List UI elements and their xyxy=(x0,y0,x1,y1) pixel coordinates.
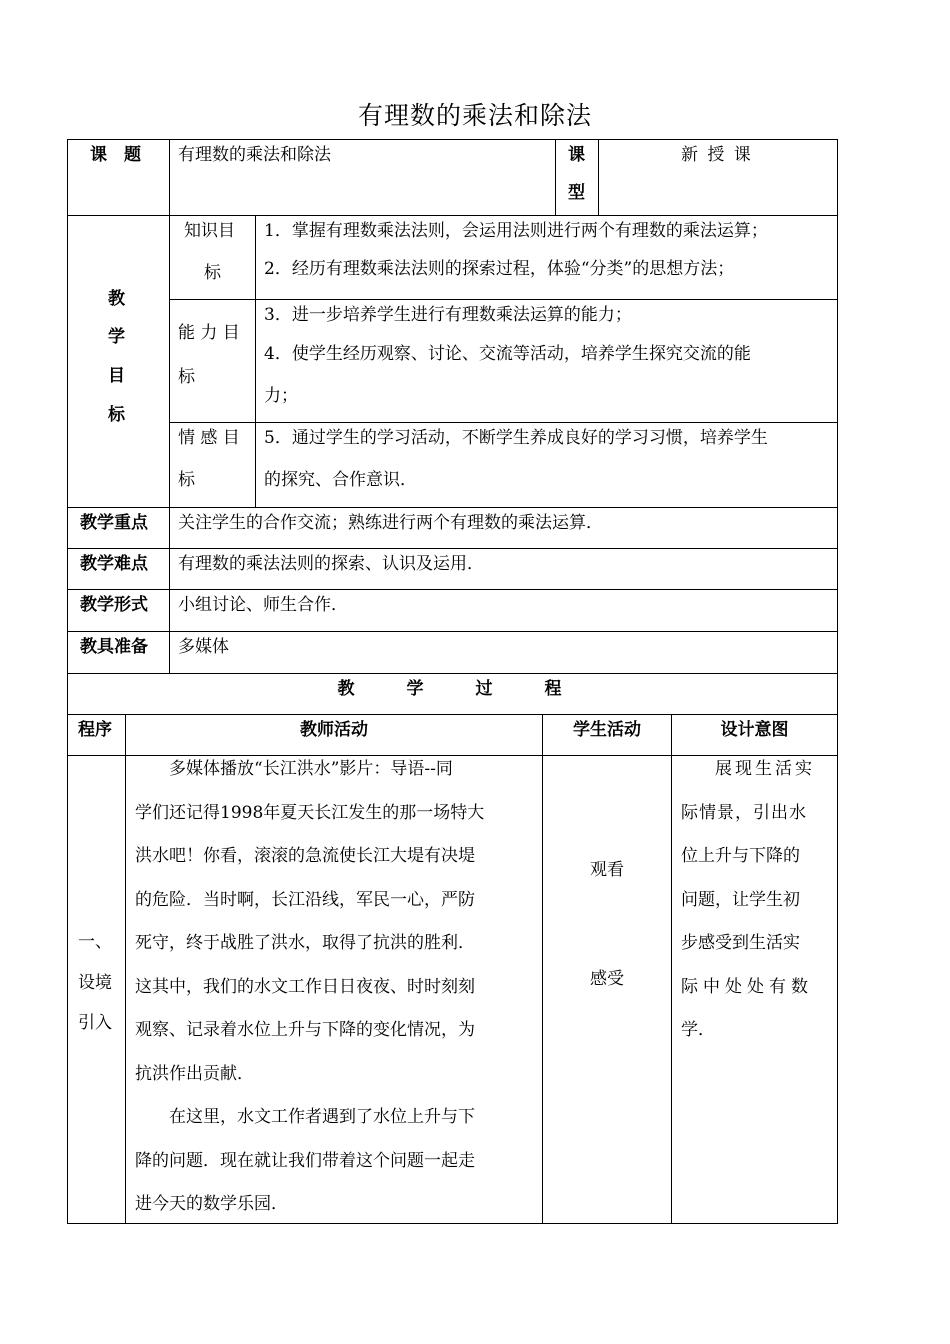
col-header-design: 设计意图 xyxy=(720,720,789,740)
subject-label: 课 题 xyxy=(90,145,141,165)
col-header-teacher: 教师活动 xyxy=(300,720,368,740)
step-student-cell xyxy=(542,755,672,1224)
design-line: 步感受到生活实 xyxy=(681,933,800,953)
step-teacher-cell xyxy=(125,755,543,1224)
col-header-program-cell xyxy=(67,714,126,756)
type-label-line-1: 课 xyxy=(568,145,585,165)
teacher-line: 在这里，水文工作者遇到了水位上升与下 xyxy=(169,1107,475,1127)
design-line: 学． xyxy=(681,1020,715,1040)
student-activity-line: 感受 xyxy=(590,969,624,989)
ability-label-line-1: 能 力 目 xyxy=(178,323,240,343)
design-intent-text xyxy=(681,748,831,1053)
step-program-line: 引入 xyxy=(78,1013,112,1033)
knowledge-label-cell xyxy=(169,215,256,300)
teacher-line: 死守，终于战胜了洪水，取得了抗洪的胜利． xyxy=(135,933,475,953)
knowledge-line: 2．经历有理数乘法法则的探索过程，体验“分类”的思想方法； xyxy=(264,259,735,279)
difficulty-value-cell xyxy=(169,548,838,590)
key-point-value: 关注学生的合作交流；熟练进行两个有理数的乘法运算． xyxy=(178,513,603,533)
teacher-line: 的危险．当时啊，长江沿线，军民一心，严防 xyxy=(135,889,475,910)
emotion-label-line-2: 标 xyxy=(178,470,195,490)
key-point-label-cell xyxy=(67,507,170,549)
teacher-activity-text xyxy=(135,748,535,1227)
design-line: 际情景，引出水 xyxy=(681,802,807,823)
process-heading-cell xyxy=(67,673,838,715)
design-line: 位上升与下降的 xyxy=(681,846,800,866)
student-activity-line: 观看 xyxy=(590,860,624,880)
emotion-label-line-1: 情 感 目 xyxy=(178,428,240,448)
knowledge-label-line-1: 知识目 xyxy=(184,221,235,241)
ability-line: 3．进一步培养学生进行有理数乘法运算的能力； xyxy=(264,305,632,325)
ability-label-cell xyxy=(169,299,256,423)
format-value: 小组讨论、师生合作． xyxy=(178,595,348,615)
ability-label-line-2: 标 xyxy=(178,367,195,387)
key-point-label: 教学重点 xyxy=(80,513,148,533)
format-label: 教学形式 xyxy=(80,595,148,615)
process-heading: 教 学 过 程 xyxy=(337,679,568,699)
objectives-label-char: 标 xyxy=(108,405,125,425)
materials-label-cell xyxy=(67,631,170,674)
teacher-line: 多媒体播放“长江洪水”影片：导语--同 xyxy=(169,759,453,779)
teacher-line: 抗洪作出贡献． xyxy=(135,1063,254,1084)
format-value-cell xyxy=(169,589,838,632)
type-value: 新 授 课 xyxy=(681,145,753,165)
difficulty-label: 教学难点 xyxy=(80,554,148,574)
objectives-label-char: 学 xyxy=(108,327,125,347)
subject-value: 有理数的乘法和除法 xyxy=(178,145,331,165)
design-line: 问题，让学生初 xyxy=(681,889,800,910)
emotion-label-cell xyxy=(169,422,256,508)
type-label-line-2: 型 xyxy=(568,183,585,203)
objectives-label-char: 目 xyxy=(108,366,125,386)
knowledge-content-cell xyxy=(255,215,838,300)
format-label-cell xyxy=(67,589,170,632)
type-value-cell xyxy=(598,139,838,216)
emotion-content-cell xyxy=(255,422,838,508)
subject-label-cell xyxy=(67,139,170,216)
materials-value-cell xyxy=(169,631,838,674)
design-line: 展现生活实 xyxy=(715,759,815,779)
ability-line: 力； xyxy=(264,386,298,406)
teacher-line: 进今天的数学乐园． xyxy=(135,1194,288,1214)
knowledge-line: 1．掌握有理数乘法法则，会运用法则进行两个有理数的乘法运算； xyxy=(264,221,768,241)
teacher-line: 降的问题．现在就让我们带着这个问题一起走 xyxy=(135,1150,475,1171)
col-header-program: 程序 xyxy=(78,720,112,740)
knowledge-label-line-2: 标 xyxy=(204,263,221,283)
difficulty-value: 有理数的乘法法则的探索、认识及运用． xyxy=(178,554,484,574)
type-label-cell xyxy=(555,139,599,216)
objectives-label-cell xyxy=(67,215,170,508)
ability-line: 4．使学生经历观察、讨论、交流等活动，培养学生探究交流的能 xyxy=(264,344,751,364)
materials-label: 教具准备 xyxy=(80,637,148,657)
key-point-value-cell xyxy=(169,507,838,549)
ability-content-cell xyxy=(255,299,838,423)
objectives-label-char: 教 xyxy=(108,289,125,309)
teacher-line: 洪水吧！你看，滚滚的急流使长江大堤有决堤 xyxy=(135,846,475,866)
col-header-student-cell xyxy=(542,714,672,756)
teacher-line: 观察、记录着水位上升与下降的变化情况，为 xyxy=(135,1020,475,1040)
subject-value-cell xyxy=(169,139,556,216)
teacher-line: 学们还记得1998年夏天长江发生的那一场特大 xyxy=(135,802,485,823)
emotion-line: 5．通过学生的学习活动，不断学生养成良好的学习习惯，培养学生 xyxy=(264,428,768,448)
difficulty-label-cell xyxy=(67,548,170,590)
step-program-line: 设境 xyxy=(78,973,112,993)
step-program-line: 一、 xyxy=(78,932,112,952)
design-line: 际中处处有数 xyxy=(681,976,813,997)
step-design-cell xyxy=(671,755,838,1224)
col-header-student: 学生活动 xyxy=(573,720,641,740)
step-program-cell xyxy=(67,755,126,1224)
teacher-line: 这其中，我们的水文工作日日夜夜、时时刻刻 xyxy=(135,976,475,997)
page-title: 有理数的乘法和除法 xyxy=(357,101,592,130)
emotion-line: 的探究、合作意识． xyxy=(264,470,417,490)
materials-value: 多媒体 xyxy=(178,637,229,657)
